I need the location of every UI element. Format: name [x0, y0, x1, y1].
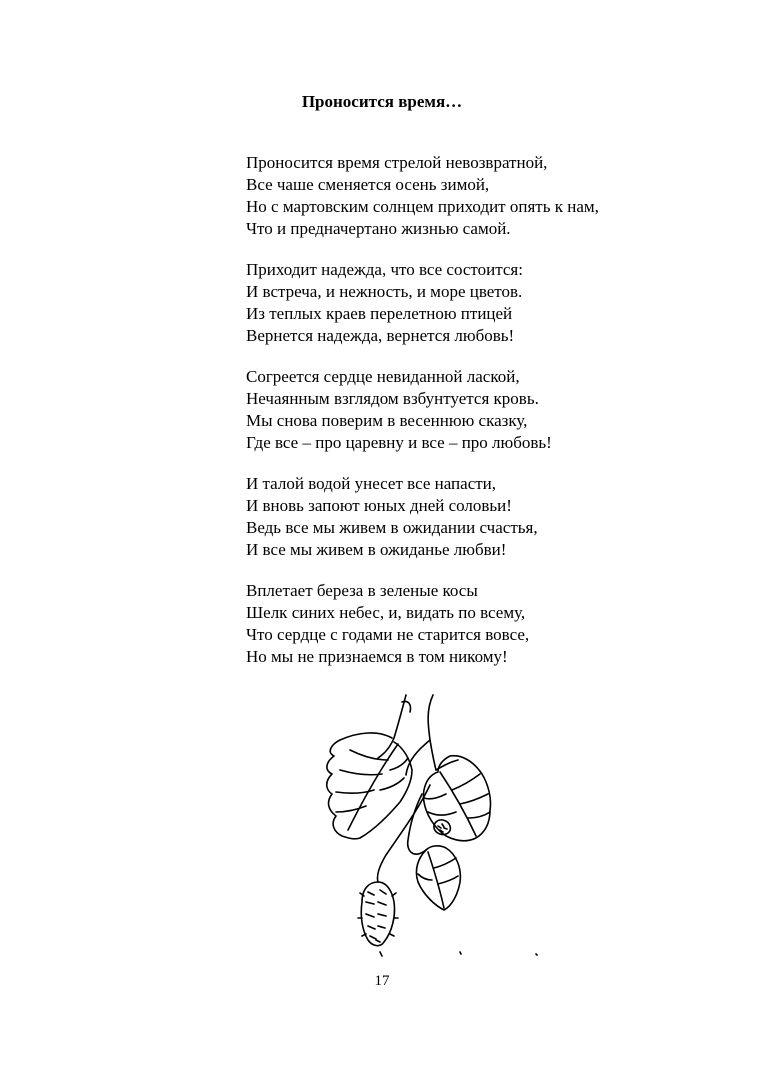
- poem-line: И вновь запоют юных дней соловьи!: [246, 496, 512, 515]
- poem-line: И встреча, и нежность, и море цветов.: [246, 282, 523, 301]
- poem-line: Мы снова поверим в весеннюю сказку,: [246, 411, 528, 430]
- poem-body: [246, 152, 726, 687]
- stanza: [246, 580, 726, 668]
- poem-line: Проносится время стрелой невозвратной,: [246, 153, 548, 172]
- poem-line: И все мы живем в ожиданье любви!: [246, 540, 507, 559]
- poem-line: Вплетает береза в зеленые косы: [246, 581, 478, 600]
- poem-line: Ведь все мы живем в ожидании счастья,: [246, 518, 538, 537]
- poem-title: Проносится время…: [301, 92, 463, 111]
- poem-line: Из теплых краев перелетною птицей: [246, 304, 513, 323]
- stanza: [246, 152, 726, 240]
- poem-line: Где все – про царевну и все – про любовь!: [246, 433, 552, 452]
- poem-line: Приходит надежда, что все состоится:: [246, 260, 523, 279]
- stanza: [246, 366, 726, 454]
- poem-line: Нечаянным взглядом взбунтуется кровь.: [246, 389, 539, 408]
- poem-line: Вернется надежда, вернется любовь!: [246, 326, 515, 345]
- birch-branch-icon: [318, 690, 548, 965]
- poem-line: И талой водой унесет все напасти,: [246, 474, 497, 493]
- poem-line: Что сердце с годами не старится вовсе,: [246, 625, 530, 644]
- stanza: [246, 259, 726, 347]
- poem-line: Согреется сердце невиданной лаской,: [246, 367, 520, 386]
- poem-line: Но с мартовским солнцем приходит опять к нам,: [246, 197, 599, 216]
- poem-line: Шелк синих небес, и, видать по всему,: [246, 603, 526, 622]
- stanza: [246, 473, 726, 561]
- poem-line: Что и предначертано жизнью самой.: [246, 219, 511, 238]
- poem-line: Все чаше сменяется осень зимой,: [246, 175, 490, 194]
- page-number: 17: [374, 973, 390, 989]
- poem-line: Но мы не признаемся в том никому!: [246, 647, 508, 666]
